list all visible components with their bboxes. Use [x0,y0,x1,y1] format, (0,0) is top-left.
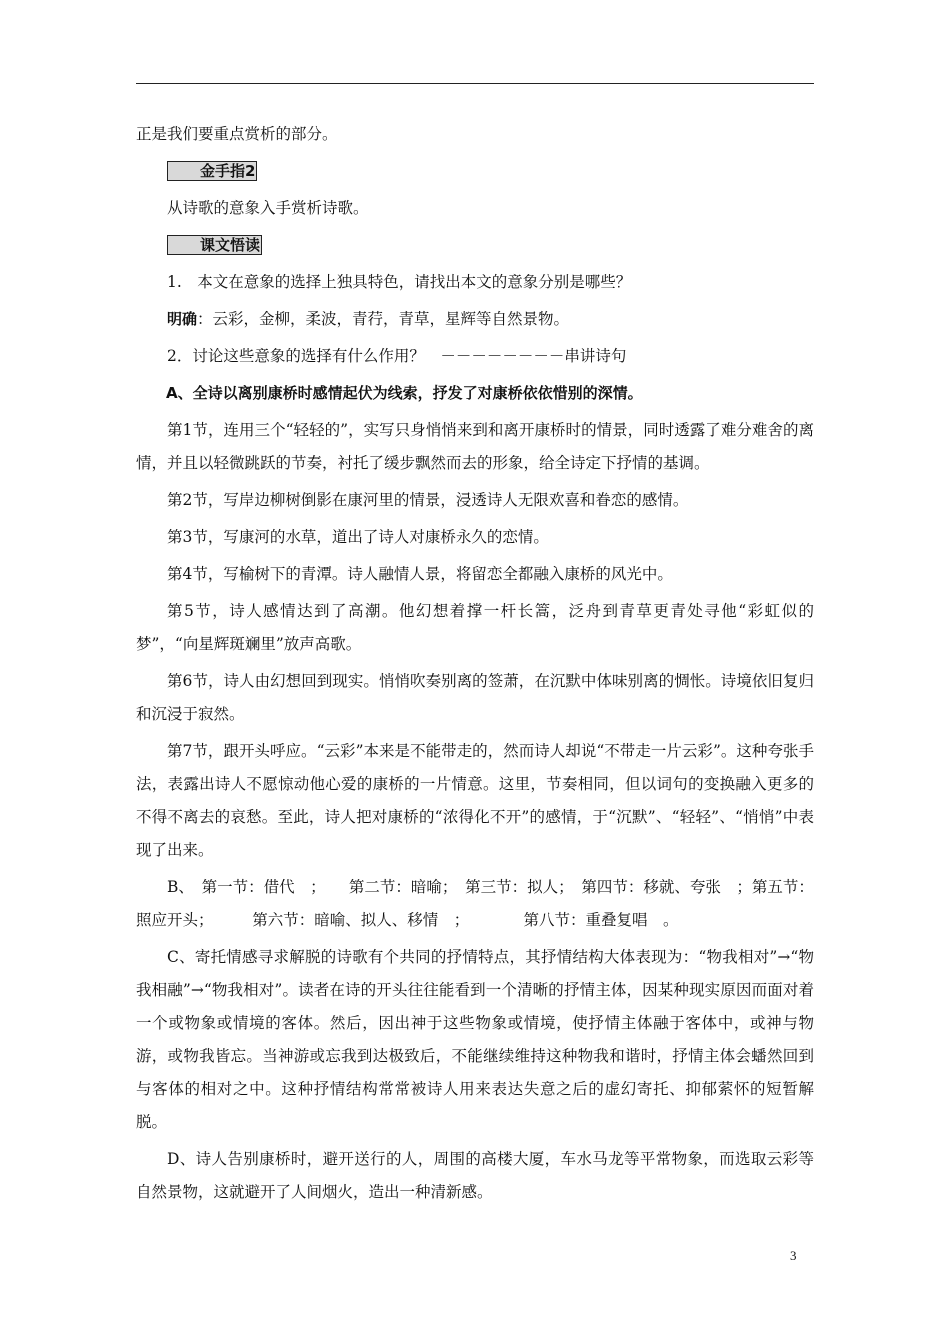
answer-label: 明确 [167,310,198,328]
heading-text-reading: 课文悟读 [167,235,262,255]
point-c: C、寄托情感寻求解脱的诗歌有个共同的抒情特点，其抒情结构大体表现为：“物我相对”→“物我相融”→“物我相对”。读者在诗的开头往往能看到一个清晰的抒情主体，因某种现实原因而面对着一个或物象或情境的客体。然后，因出神于这些物象或情境，使抒情主体融于客体中，或神与物游，或物我皆忘。当神游或忘我到达极致后，不能继续维持这种物我和谐时，抒情主体会蟠然回到与客体的相对之中。这种抒情结构常常被诗人用来表达失意之后的虚幻寄托、抑郁萦怀的短暂解脱。 [136,948,814,1131]
text-line: 正是我们要重点赏析的部分。 [136,125,338,143]
heading-golden-finger: 金手指2 [167,161,257,181]
stanza-6-note: 第6节，诗人由幻想回到现实。悄悄吹奏别离的签萧，在沉默中体味别离的惆怅。诗境依旧复归和沉浸于寂然。 [136,672,814,723]
answer-text: ：云彩，金柳，柔波，青荇，青草，星辉等自然景物。 [197,310,570,328]
point-b-line-1: B、 第一节：借代 ； 第二节：暗喻； 第三节：拟人； 第四节：移就、夸张 ；第五节： [167,878,814,896]
answer-1 [136,303,814,336]
stanza-2-note: 第2节，写岸边柳树倒影在康河里的情景，浸透诗人无限欢喜和眷恋的感情。 [167,491,689,509]
header-rule [136,83,814,84]
stanza-3-note: 第3节，写康河的水草，道出了诗人对康桥永久的恋情。 [167,528,549,546]
question-1: 1. 本文在意象的选择上独具特色，请找出本文的意象分别是哪些？ [167,273,632,291]
point-d: D、诗人告别康桥时，避开送行的人，周围的高楼大厦，车水马龙等平常物象，而选取云彩等自然景物，这就避开了人间烟火，造出一种清新感。 [136,1150,814,1201]
page-content [136,118,814,1209]
text-line: 从诗歌的意象入手赏析诗歌。 [167,199,369,217]
stanza-1-note: 第1节，连用三个“轻轻的”，实写只身悄悄来到和离开康桥时的情景，同时透露了难分难舍的离情，并且以轻微跳跃的节奏，衬托了缓步飘然而去的形象，给全诗定下抒情的基调。 [136,421,814,472]
stanza-7-note: 第7节，跟开头呼应。“云彩”本来是不能带走的，然而诗人却说“不带走一片云彩”。这种夸张手法，表露出诗人不愿惊动他心爱的康桥的一片情意。这里，节奏相同，但以词句的变换融入更多的不得不离去的哀愁。至此，诗人把对康桥的“浓得化不开”的感情，于“沉默”、“轻轻”、“悄悄”中表现了出来。 [136,742,814,859]
section-heading [136,229,814,262]
stanza-5-note: 第5节，诗人感情达到了高潮。他幻想着撑一杆长篙，泛舟到青草更青处寻他“彩虹似的梦”，“向星辉斑斓里”放声高歌。 [136,602,814,653]
point-b-line-2: 照应开头； 第六节：暗喻、拟人、移情 ； 第八节：重叠复唱 。 [136,911,679,929]
section-heading [136,155,814,188]
stanza-4-note: 第4节，写榆树下的青潭。诗人融情人景，将留恋全都融入康桥的风光中。 [167,565,673,583]
question-2: 2．讨论这些意象的选择有什么作用？ －－－－－－－－串讲诗句 [167,347,627,365]
page-number: 3 [790,1248,797,1263]
point-a: A、全诗以离别康桥时感情起伏为线索，抒发了对康桥依依惜别的深情。 [166,384,643,402]
